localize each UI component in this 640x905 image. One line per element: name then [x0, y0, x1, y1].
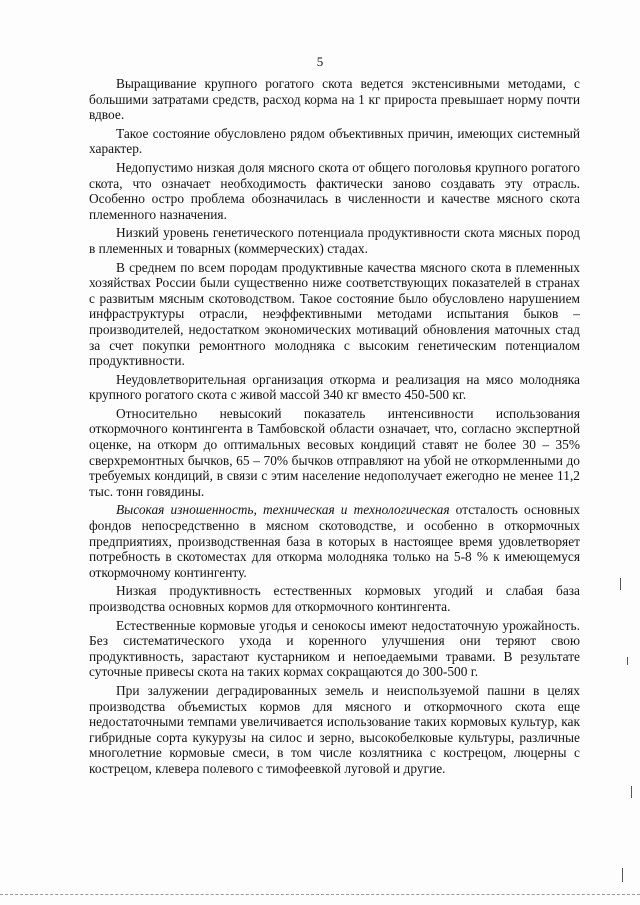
- paragraph: Недопустимо низкая доля мясного скота от общего поголовья крупного рогатого скота, что означает необходимость фактически заново создавать эту отрасль. Особенно остро проблема обозначилась в численности и качестве мясного скота племенного назначения.: [89, 159, 580, 222]
- paragraph: В среднем по всем породам продуктивные качества мясного скота в племенных хозяйствах России были существенно ниже соответствующих показателей в странах с развитым мясным скотоводством. Такое состояние было обусловлено нарушением инфраструктуры отрасли, неэффективными методами испытания быков – производителей, недостатком экономических мотиваций обновления маточных стад за счет покупки ремонтного молодняка с высоким генетическим потенциалом продуктивности.: [89, 259, 580, 369]
- page-number: 5: [316, 54, 324, 69]
- scan-mark: [622, 868, 623, 882]
- paragraph: Низкий уровень генетического потенциала продуктивности скота мясных пород в племенных и товарных (коммерческих) стадах.: [89, 225, 580, 256]
- paragraph: Низкая продуктивность естественных кормовых угодий и слабая база производства основных кормов для откормочного контингента.: [89, 583, 580, 614]
- paragraph: Неудовлетворительная организация откорма и реализация на мясо молодняка крупного рогатого скота с живой массой 340 кг вместо 450-500 кг.: [89, 371, 580, 403]
- paragraph: Такое состояние обусловлено рядом объективных причин, имеющих системный характер.: [89, 125, 580, 157]
- paragraph-rest: отсталость основных фондов непосредственно в мясном скотоводстве, и особенно в откормочных предприятиях, производственная база в которых в настоящее время удовлетворяет потребность в скотоместах для откорма молодняка только на 5-8 % к имеющемуся откормочному контингенту.: [89, 502, 580, 580]
- paragraph: Выращивание крупного рогатого скота ведется экстенсивными методами, с большими затратами средств, расход корма на 1 кг прироста превышает норму почти вдвое.: [89, 76, 580, 123]
- paragraph: При залужении деградированных земель и неиспользуемой пашни в целях производства объемистых кормов для мясного и откормочного скота еще недостаточными темпами увеличивается использование таких кормовых культур, как гибридные сорта кукурузы на силос и зерно, высокобелковые культуры, различные многолетние кормовые смеси, в том числе козлятника с кострецом, люцерны с кострецом, клевера полевого с тимофеевкой луговой и другие.: [89, 682, 580, 776]
- scan-mark: [620, 578, 621, 590]
- document-body: [89, 76, 580, 780]
- bottom-rule: [0, 894, 640, 895]
- italic-phrase: Высокая изношенность, техническая и технологическая: [116, 502, 450, 518]
- scan-mark: [627, 657, 628, 665]
- paragraph: Естественные кормовые угодья и сенокосы имеют недостаточную урожайность. Без систематического ухода и коренного улучшения они теряют свою продуктивность, зарастают кустарником и непоедаемыми травами. В результате суточные привесы скота на таких кормах сокращаются до 300-500 г.: [89, 617, 580, 680]
- scan-mark: [631, 786, 632, 798]
- paragraph: Относительно невысокий показатель интенсивности использования откормочного контингента в Тамбовской области означает, что, согласно экспертной оценке, на откорм до оптимальных весовых кондиций ставят не более 30 – 35% сверхремонтных бычков, 65 – 70% бычков отправляют на убой не откормленными до требуемых кондиций, в связи с этим население недополучает ежегодно не менее 11,2 тыс. тонн говядины.: [89, 405, 580, 499]
- paragraph: [89, 502, 580, 580]
